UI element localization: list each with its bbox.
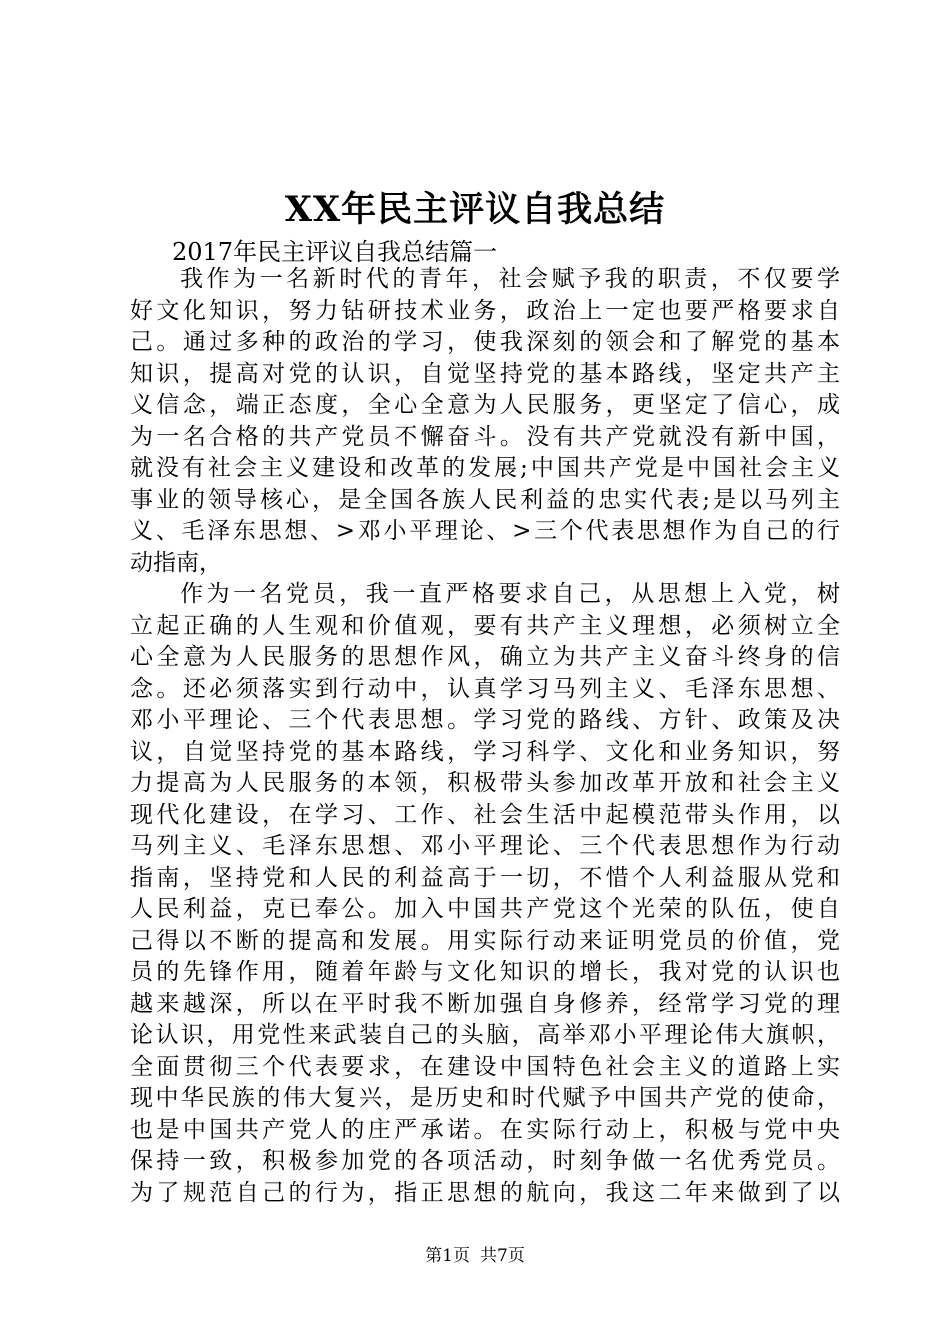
paragraph-2-line: 现代化建设，在学习、工作、社会生活中起模范带头作用，以 [130, 801, 840, 828]
paragraph-1-line: 知识，提高对党的认识，自觉坚持党的基本路线，坚定共产主 [130, 360, 840, 387]
paragraph-2-line: 念。还必须落实到行动中，认真学习马列主义、毛泽东思想、 [130, 675, 840, 702]
paragraph-2-line: 也是中国共产党人的庄严承诺。在实际行动上，积极与党中央 [130, 1116, 840, 1143]
paragraph-2-line: 越来越深，所以在平时我不断加强自身修养，经常学习党的理 [130, 990, 840, 1017]
page-number-current: 第1页 [425, 1246, 470, 1266]
paragraph-1-line: 好文化知识，努力钻研技术业务，政治上一定也要严格要求自 [130, 297, 840, 324]
paragraph-2-line: 为了规范自己的行为，指正思想的航向，我这二年来做到了以 [130, 1179, 840, 1206]
paragraph-2-line: 己得以不断的提高和发展。用实际行动来证明党员的价值，党 [130, 927, 840, 954]
paragraph-2-line: 马列主义、毛泽东思想、邓小平理论、三个代表思想作为行动 [130, 833, 840, 859]
paragraph-2-line: 论认识，用党性来武装自己的头脑，高举邓小平理论伟大旗帜， [130, 1022, 840, 1048]
paragraph-1-line: 义、毛泽东思想、>邓小平理论、>三个代表思想作为自己的行 [130, 518, 840, 544]
page-number-total: 共7页 [480, 1246, 525, 1266]
paragraph-2-line: 现中华民族的伟大复兴，是历史和时代赋予中国共产党的使命， [130, 1085, 840, 1111]
paragraph-1-line: 我作为一名新时代的青年，社会赋予我的职责，不仅要学 [180, 266, 840, 292]
paragraph-2-line: 员的先锋作用，随着年龄与文化知识的增长，我对党的认识也 [130, 959, 840, 985]
document-subtitle: 2017年民主评议自我总结篇一 [172, 238, 498, 266]
document-body [130, 264, 840, 1209]
paragraph-1-line: 动指南， [130, 549, 222, 576]
paragraph-2-line: 邓小平理论、三个代表思想。学习党的路线、方针、政策及决 [130, 707, 840, 733]
paragraph-2-line: 心全意为人民服务的思想作风，确立为共产主义奋斗终身的信 [130, 644, 840, 670]
paragraph-2-line: 议，自觉坚持党的基本路线，学习科学、文化和业务知识，努 [130, 738, 840, 765]
paragraph-2-line: 保持一致，积极参加党的各项活动，时刻争做一名优秀党员。 [130, 1148, 840, 1174]
paragraph-1-line: 义信念，端正态度，全心全意为人民服务，更坚定了信心，成 [130, 392, 840, 418]
document-title: XX年民主评议自我总结 [284, 189, 666, 230]
page-footer [0, 1244, 950, 1268]
paragraph-2-line: 指南，坚持党和人民的利益高于一切，不惜个人利益服从党和 [130, 864, 840, 891]
paragraph-2-line: 人民利益，克已奉公。加入中国共产党这个光荣的队伍，使自 [130, 896, 840, 922]
paragraph-1-line: 事业的领导核心，是全国各族人民利益的忠实代表;是以马列主 [130, 486, 840, 513]
paragraph-1-line: 就没有社会主义建设和改革的发展;中国共产党是中国社会主义 [130, 455, 840, 481]
paragraph-1-line: 为一名合格的共产党员不懈奋斗。没有共产党就没有新中国， [130, 423, 840, 450]
paragraph-2-line: 全面贯彻三个代表要求，在建设中国特色社会主义的道路上实 [130, 1053, 840, 1080]
paragraph-2-line: 力提高为人民服务的本领，积极带头参加改革开放和社会主义 [130, 770, 840, 796]
paragraph-2-line: 立起正确的人生观和价值观，要有共产主义理想，必须树立全 [130, 612, 840, 639]
paragraph-1-line: 己。通过多种的政治的学习，使我深刻的领会和了解党的基本 [130, 329, 840, 355]
paragraph-2-line: 作为一名党员，我一直严格要求自己，从思想上入党，树 [180, 581, 840, 607]
